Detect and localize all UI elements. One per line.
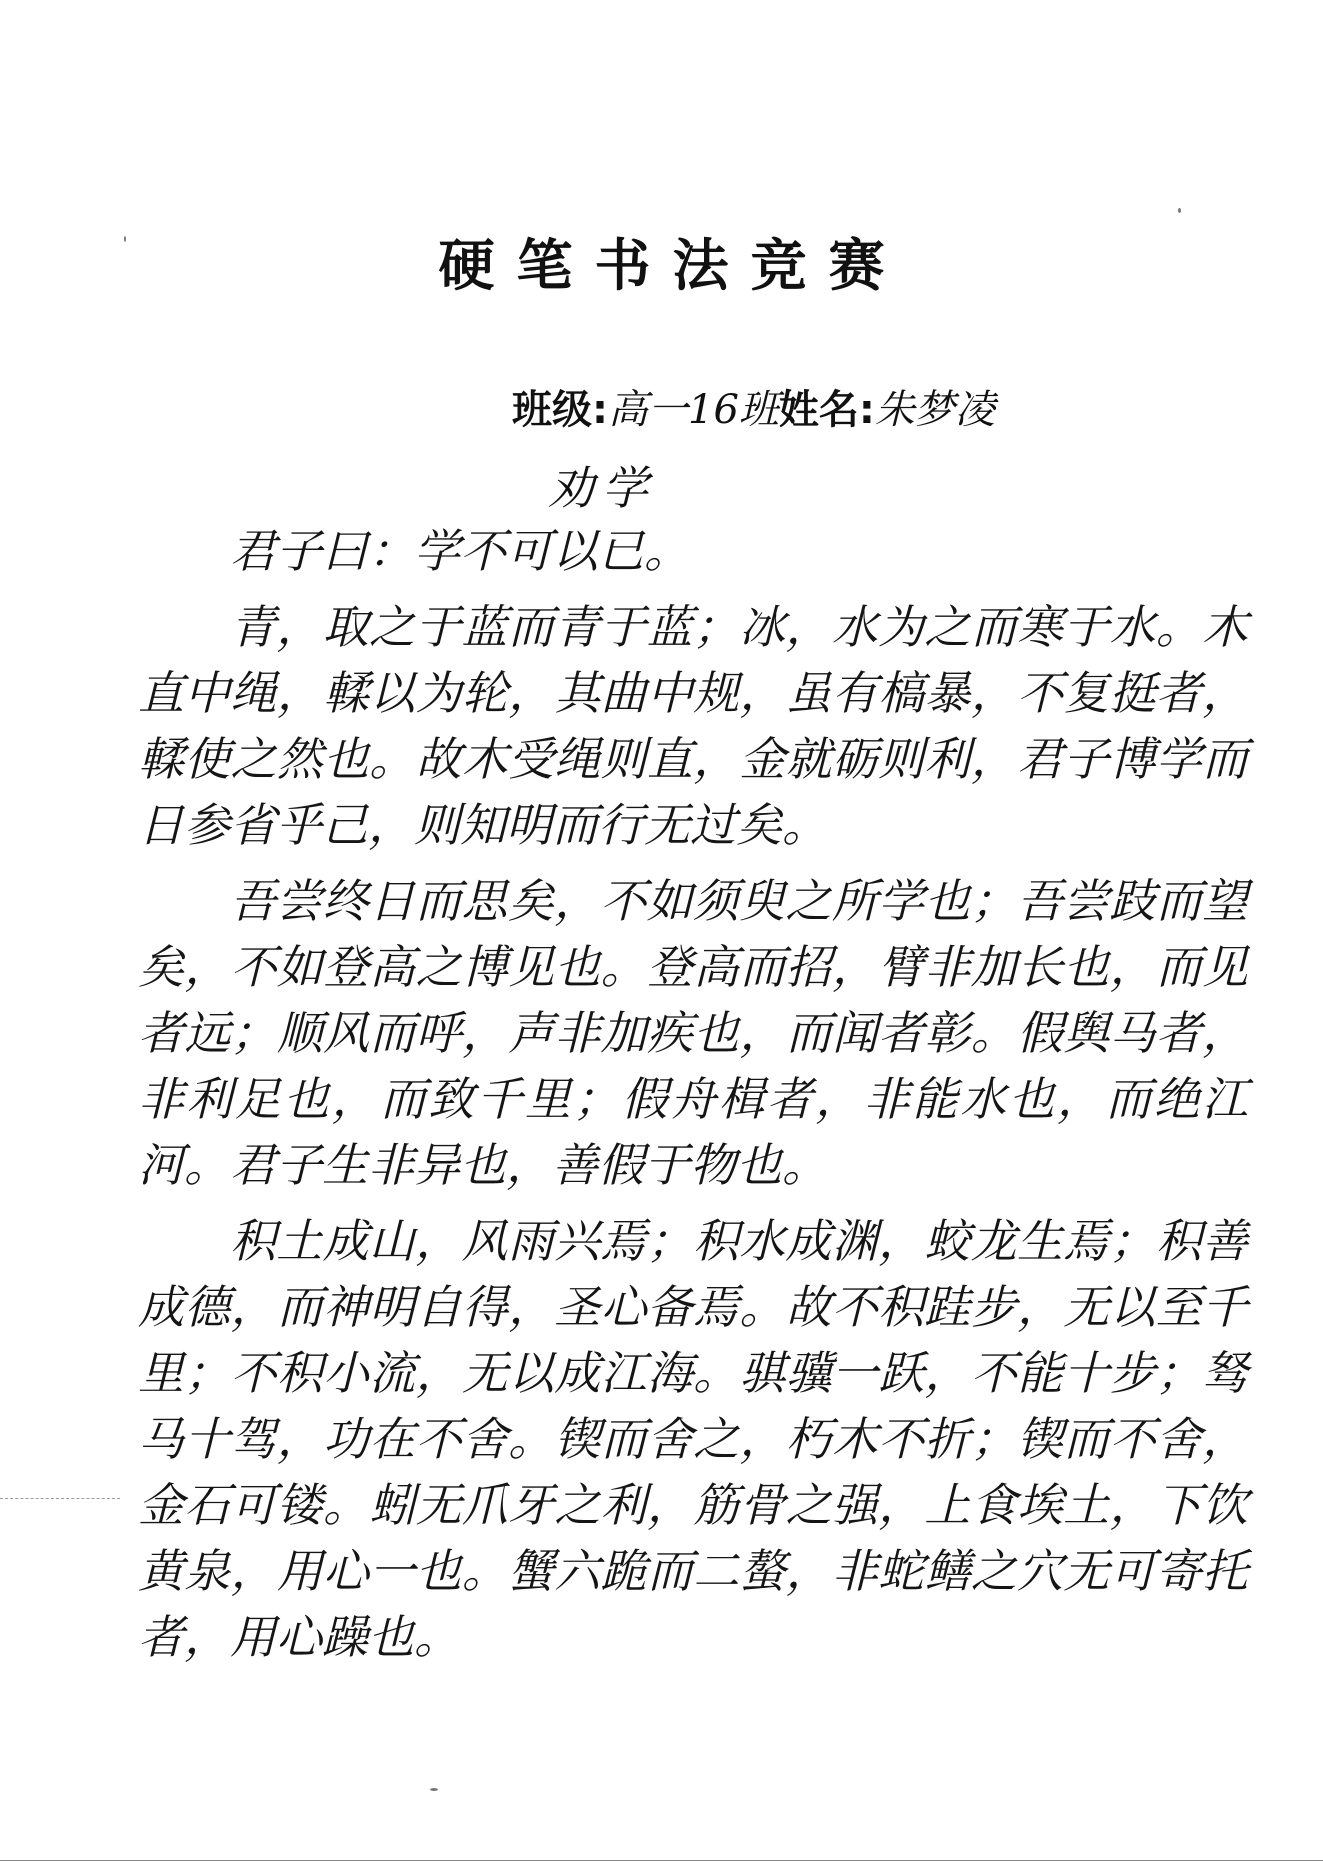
paragraph: 君子曰：学不可以已。 [230, 524, 690, 578]
scan-speck [124, 236, 126, 242]
essay-body [138, 518, 1248, 1680]
name-value: 朱梦凌 [874, 387, 995, 433]
scan-bottom-edge [0, 1860, 1323, 1861]
paragraph: 青，取之于蓝而青于蓝；冰，水为之而寒于水。木直中绳，輮以为轮，其曲中规，虽有槁暴，不复挺者，輮使之然也。故木受绳则直，金就砺则利，君子博学而日参省乎己，则知明而行无过矣。 [138, 600, 1248, 852]
scan-dash-line [0, 1498, 120, 1499]
class-label: 班级: [512, 387, 608, 433]
class-value: 高一16班 [608, 387, 779, 433]
paragraph: 积土成山，风雨兴焉；积水成渊，蛟龙生焉；积善成德，而神明自得，圣心备焉。故不积跬步，无以至千里；不积小流，无以成江海。骐骥一跃，不能十步；驽马十驾，功在不舍。锲而舍之，朽木不折；锲而不舍，金石可镂。蚓无爪牙之利，筋骨之强，上食埃土，下饮黄泉，用心一也。蟹六跪而二螯，非蛇鳝之穴无可寄托者，用心躁也。 [138, 1214, 1248, 1664]
paragraph: 吾尝终日而思矣，不如须臾之所学也；吾尝跂而望矣，不如登高之博见也。登高而招，臂非加长也，而见者远；顺风而呼，声非加疾也，而闻者彰。假舆马者，非利足也，而致千里；假舟楫者，非能水也，而绝江河。君子生非异也，善假于物也。 [138, 874, 1248, 1192]
essay-title: 劝学 [548, 461, 656, 515]
page-title: 硬笔书法竞赛 [438, 234, 907, 299]
scan-speck [1178, 208, 1181, 213]
scan-speck [430, 1788, 438, 1791]
student-info [512, 378, 995, 435]
name-label: 姓名: [778, 387, 875, 433]
